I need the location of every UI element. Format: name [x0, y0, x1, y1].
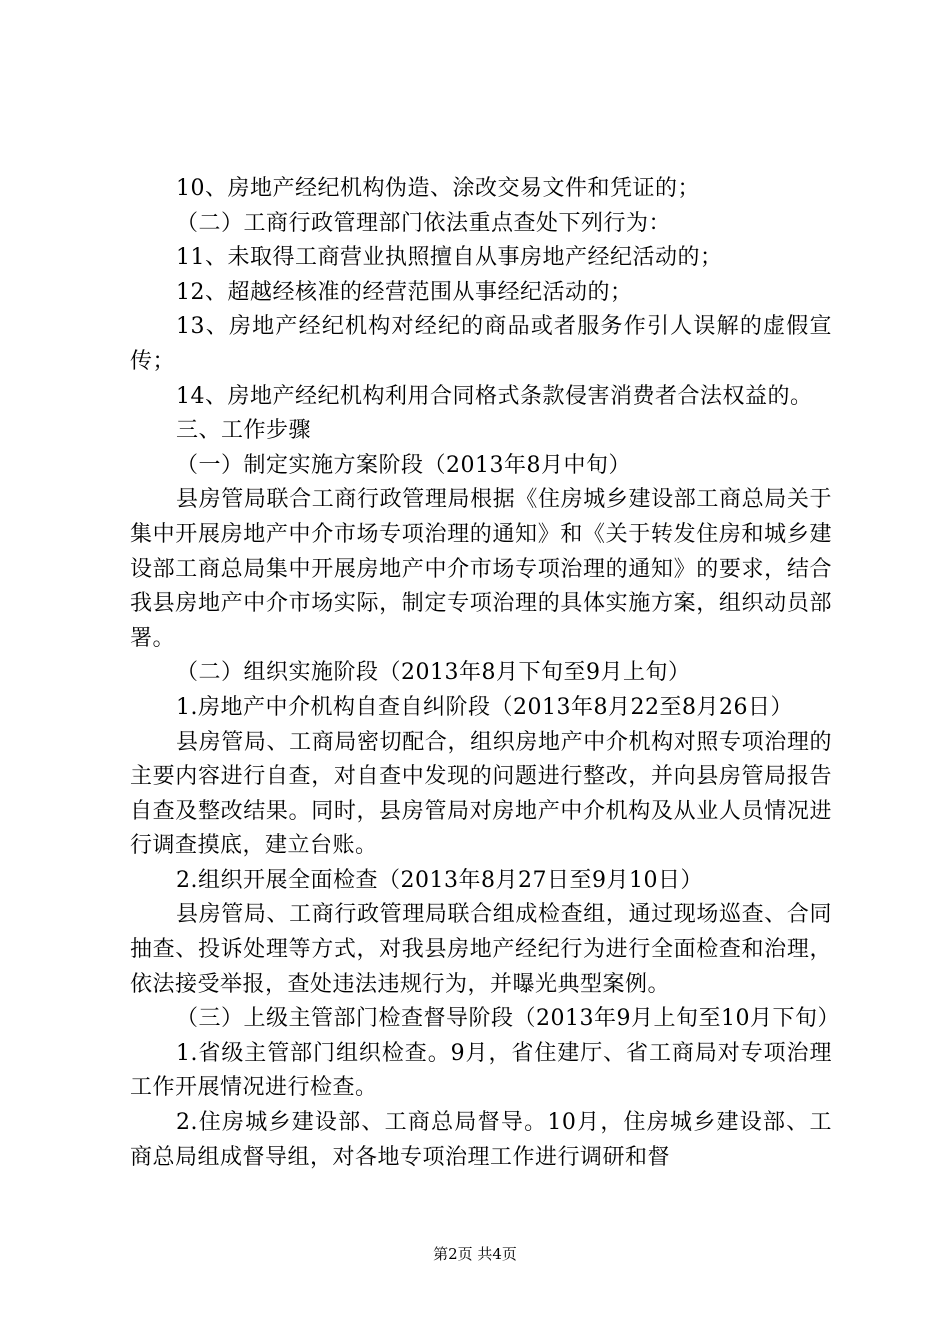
- paragraph: 2.组织开展全面检查（2013年8月27日至9月10日）: [176, 867, 703, 893]
- subsection-heading: （二）组织实施阶段（2013年8月下旬至9月上旬）: [176, 660, 691, 686]
- paragraph: 县房管局、工商行政管理局联合组成检查组，通过现场巡查、合同抽查、投诉处理等方式，对我县房地产经纪行为进行全面检查和治理，依法接受举报，查处违法违规行为，并曝光典型案例。: [130, 902, 832, 997]
- paragraph: 县房管局、工商局密切配合，组织房地产中介机构对照专项治理的主要内容进行自查，对自查中发现的问题进行整改，并向县房管局报告自查及整改结果。同时，县房管局对房地产中介机构及从业人员情况进行调查摸底，建立台账。: [130, 729, 832, 859]
- paragraph: 11、未取得工商营业执照擅自从事房地产经纪活动的；: [176, 245, 723, 271]
- paragraph: 14、房地产经纪机构利用合同格式条款侵害消费者合法权益的。: [176, 383, 813, 409]
- paragraph: 1.房地产中介机构自查自纠阶段（2013年8月22至8月26日）: [176, 694, 793, 720]
- paragraph: 县房管局联合工商行政管理局根据《住房城乡建设部工商总局关于集中开展房地产中介市场专项治理的通知》和《关于转发住房和城乡建设部工商总局集中开展房地产中介市场专项治理的通知》的要求，结合我县房地产中介市场实际，制定专项治理的具体实施方案，组织动员部署。: [130, 487, 832, 651]
- paragraph: 12、超越经核准的经营范围从事经纪活动的；: [176, 279, 633, 305]
- paragraph: 1.省级主管部门组织检查。9月，省住建厅、省工商局对专项治理工作开展情况进行检查。: [130, 1040, 832, 1101]
- section-heading: （二）工商行政管理部门依法重点查处下列行为：: [176, 210, 672, 236]
- subsection-heading: （三）上级主管部门检查督导阶段（2013年9月上旬至10月下旬）: [176, 1006, 840, 1032]
- document-body: [130, 172, 840, 1175]
- section-heading: 三、工作步骤: [176, 418, 312, 444]
- paragraph: 13、房地产经纪机构对经纪的商品或者服务作引人误解的虚假宣传；: [130, 314, 832, 374]
- paragraph: 10、房地产经纪机构伪造、涂改交易文件和凭证的；: [176, 176, 700, 201]
- paragraph: 2.住房城乡建设部、工商总局督导。10月，住房城乡建设部、工商总局组成督导组，对各地专项治理工作进行调研和督: [130, 1110, 832, 1170]
- subsection-heading: （一）制定实施方案阶段（2013年8月中旬）: [176, 452, 631, 478]
- page-number-footer: 第2页 共4页: [433, 1245, 517, 1263]
